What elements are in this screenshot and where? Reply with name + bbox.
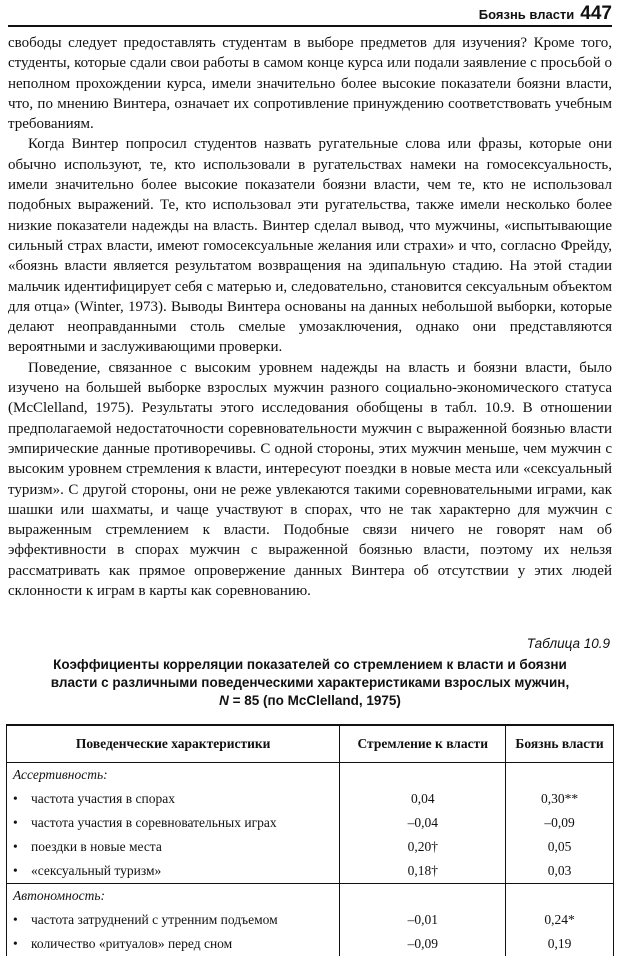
bullet-icon: • — [13, 936, 18, 951]
fear-value: 0,19 — [506, 932, 614, 956]
running-header — [8, 2, 612, 26]
table-row — [7, 908, 614, 932]
table-row — [7, 859, 614, 884]
correlation-table — [6, 724, 614, 956]
table-title-line: власти с различными поведенческими характеристиками взрослых мужчин, — [50, 675, 570, 690]
table-row — [7, 787, 614, 811]
running-title: Боязнь власти — [478, 6, 575, 22]
sample-size-text: = 85 (по McClelland, 1975) — [228, 693, 401, 708]
fear-value: 0,03 — [506, 859, 614, 884]
fear-value: 0,05 — [506, 835, 614, 859]
row-label: частота участия в соревновательных играх — [31, 815, 277, 830]
column-header-fear: Боязнь власти — [506, 725, 614, 763]
body-text — [8, 33, 612, 601]
paragraph: Поведение, связанное с высоким уровнем надежды на власть и боязни власти, было изучено на большей выборке взрослых мужчин разного социально-экономического статуса (McClelland, 1975). Результаты этого исследования обобщены в табл. 10.9. В отношении предполагаемой недостаточности соревновательности мужчин с выраженной боязнью власти эмпирические данные противоречивы. С одной стороны, этих мужчин меньше, чем мужчин с высоким уровнем стремления к власти, интересуют поездки в новые места или «сексуальный туризм». С другой стороны, они не реже увлекаются такими соревновательными играми, как шашки или шахматы, и чаще участвуют в спорах, что не так характерно для мужчин с выраженным стремлением к власти. Подобные связи ничего не говорят нам об эффективности в спорах мужчин с выраженной боязнью власти, поэтому их нельзя рассматривать как прямое опровержение данных Винтера об отсутствии у этих людей склонности к играм в карты как соревнованию. — [8, 359, 612, 600]
power-value: –0,04 — [340, 811, 506, 835]
table-title — [20, 656, 600, 710]
sample-size-symbol: N — [219, 693, 229, 708]
page-number: 447 — [580, 3, 612, 24]
bullet-icon: • — [13, 839, 18, 854]
bullet-icon: • — [13, 791, 18, 806]
power-value: –0,01 — [340, 908, 506, 932]
power-value: 0,04 — [340, 787, 506, 811]
group-name: Ассертивность: — [7, 763, 340, 788]
row-label: частота участия в спорах — [31, 791, 175, 806]
table-title-line: Коэффициенты корреляции показателей со стремлением к власти и боязни — [53, 657, 567, 672]
group-row-autonomy — [7, 884, 614, 909]
table-row — [7, 811, 614, 835]
table-row — [7, 835, 614, 859]
column-header-power: Стремление к власти — [340, 725, 506, 763]
power-value: –0,09 — [340, 932, 506, 956]
header-rule — [8, 25, 612, 27]
bullet-icon: • — [13, 863, 18, 878]
power-value: 0,18† — [340, 859, 506, 884]
fear-value: 0,24* — [506, 908, 614, 932]
row-label: поездки в новые места — [31, 839, 162, 854]
column-header-behavior: Поведенческие характеристики — [7, 725, 340, 763]
table-header-row — [7, 725, 614, 763]
power-value: 0,20† — [340, 835, 506, 859]
table-title-line — [20, 692, 600, 710]
paragraph: свободы следует предоставлять студентам в выборе предметов для изучения? Кроме того, студенты, которые сдали свои работы в самом конце курса или подали заявление с просьбой о неполном прохождении курса, имели значительно более высокие показатели боязни власти, что, по мнению Винтера, означает их сопротивление принуждению соответствовать учебным требованиям. — [8, 35, 612, 133]
group-row-assertiveness — [7, 763, 614, 788]
paragraph: Когда Винтер попросил студентов назвать ругательные слова или фразы, которые они обычно используют, те, кто использовали в ругательствах намеки на гомосексуальность, имели значительно более высокие показатели боязни власти, чем те, кто не использовал подобных выражений. Те, кто использовал эти ругательства, также имели несколько более низкие показатели надежды на власть. Винтер сделал вывод, что мужчины, «испытывающие сильный страх власти, имеют гомосексуальные желания или страхи» и что, согласно Фрейду, «боязнь власти является результатом возвращения на эдипальную стадию. На этой стадии мальчик идентифицирует себя с матерью и, следовательно, становится сексуальным объектом для отца» (Winter, 1973). Выводы Винтера основаны на данных небольшой выборки, которые делают неоправданными столь смелые умозаключения, однако они представляются вероятными и заслуживающими проверки. — [8, 136, 612, 356]
bullet-icon: • — [13, 815, 18, 830]
group-name: Автономность: — [7, 884, 340, 909]
table-label: Таблица 10.9 — [526, 636, 610, 651]
row-label: «сексуальный туризм» — [31, 863, 162, 878]
table-row — [7, 932, 614, 956]
bullet-icon: • — [13, 912, 18, 927]
fear-value: –0,09 — [506, 811, 614, 835]
row-label: количество «ритуалов» перед сном — [31, 936, 233, 951]
fear-value: 0,30** — [506, 787, 614, 811]
row-label: частота затруднений с утренним подъемом — [31, 912, 278, 927]
